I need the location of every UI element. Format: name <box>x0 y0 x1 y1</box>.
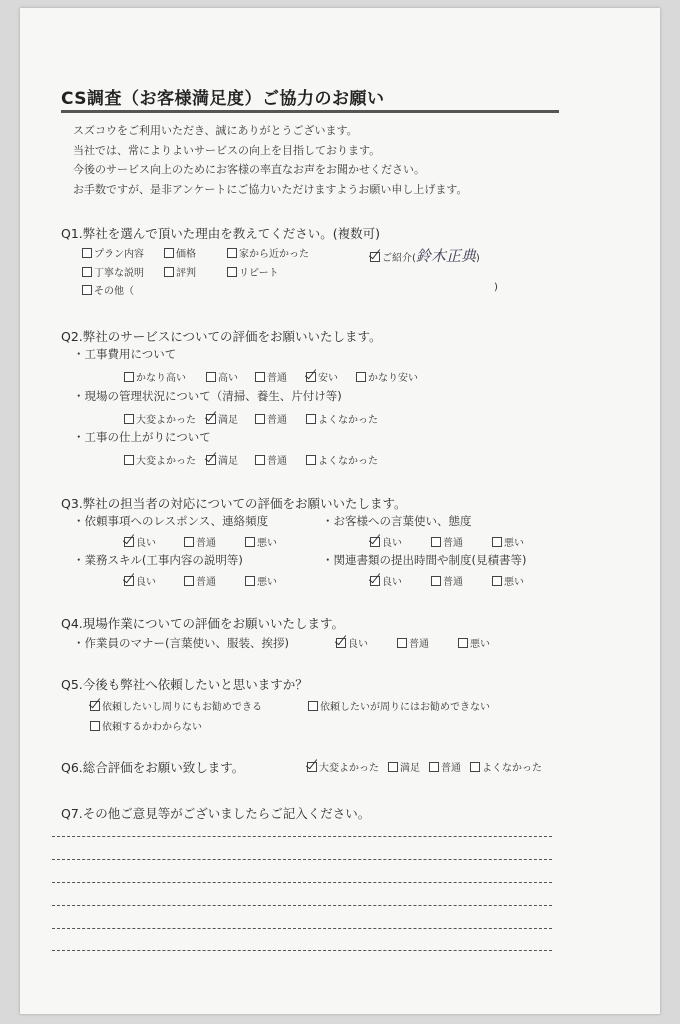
q2-cost-opt[interactable]: かなり高い <box>124 369 186 384</box>
comment-line[interactable] <box>52 950 552 951</box>
comment-line[interactable] <box>52 928 552 929</box>
q3-skill-opt[interactable]: 悪い <box>245 573 277 588</box>
q6-opt[interactable]: 普通 <box>429 759 461 774</box>
q4-opt[interactable]: 悪い <box>458 635 490 650</box>
checkbox[interactable] <box>164 267 174 277</box>
intro-line: お手数ですが、是非アンケートにご協力いただけますようお願い申し上げます。 <box>73 182 468 196</box>
q6-opt[interactable]: 満足 <box>388 759 420 774</box>
handwritten-referrer-name: 鈴木正典 <box>415 247 476 265</box>
q3-documents-opt[interactable]: 普通 <box>431 573 463 588</box>
checkbox-checked[interactable] <box>306 372 316 382</box>
q3-item-response: ・依頼事項へのレスポンス、連絡頻度 <box>73 514 269 528</box>
checkbox-checked[interactable] <box>307 762 317 772</box>
q2-finish-opt[interactable]: 普通 <box>255 452 287 467</box>
q1-option-price[interactable]: 価格 <box>164 245 196 260</box>
checkbox[interactable] <box>227 248 237 258</box>
checkbox-checked[interactable] <box>370 252 380 262</box>
q2-item-site: ・現場の管理状況について（清掃、養生、片付け等) <box>73 389 342 403</box>
q1-option-repeat[interactable]: リピート <box>227 264 279 279</box>
checkbox[interactable] <box>164 248 174 258</box>
checkbox-checked[interactable] <box>124 537 134 547</box>
comment-line[interactable] <box>52 859 552 860</box>
q4-opt[interactable]: 普通 <box>397 635 429 650</box>
intro-line: 今後のサービス向上のためにお客様の率直なお声をお聞かせください。 <box>73 163 425 176</box>
q2-cost-opt[interactable]: 高い <box>206 369 238 384</box>
checkbox-checked[interactable] <box>206 455 216 465</box>
q2-finish-opt[interactable]: 満足 <box>206 452 238 467</box>
q7-question: Q7.その他ご意見等がございましたらご記入ください。 <box>61 806 371 821</box>
q4-item-manner: ・作業員のマナー(言葉使い、服装、挨拶) <box>73 636 289 650</box>
q2-cost-opt[interactable]: 安い <box>306 369 338 384</box>
checkbox[interactable] <box>82 248 92 258</box>
checkbox-checked[interactable] <box>124 576 134 586</box>
q1-option-referral[interactable]: ご紹介(鈴木正典) <box>370 245 480 266</box>
title-underline <box>61 110 559 113</box>
q5-opt-unsure[interactable]: 依頼するかわからない <box>90 718 202 733</box>
comment-line[interactable] <box>52 882 552 883</box>
comment-line[interactable] <box>52 836 552 837</box>
q2-cost-opt[interactable]: かなり安い <box>356 369 418 384</box>
q3-item-skill: ・業務スキル(工事内容の説明等) <box>73 553 243 567</box>
q2-site-opt[interactable]: 満足 <box>206 411 238 426</box>
q3-item-documents: ・関連書類の提出時間や制度(見積書等) <box>322 553 527 567</box>
q6-question: Q6.総合評価をお願い致します。 <box>61 760 245 775</box>
intro-text <box>73 121 467 199</box>
checkbox-checked[interactable] <box>370 576 380 586</box>
q2-finish-opt[interactable]: よくなかった <box>306 452 378 467</box>
q3-manner-opt[interactable]: 普通 <box>431 534 463 549</box>
q3-documents-opt[interactable]: 悪い <box>492 573 524 588</box>
q1-question: Q1.弊社を選んで頂いた理由を教えてください。(複数可) <box>61 226 381 241</box>
survey-sheet <box>20 8 660 1014</box>
q2-site-opt[interactable]: 普通 <box>255 411 287 426</box>
intro-line: スズコウをご利用いただき、誠にありがとうございます。 <box>73 124 358 137</box>
q1-option-near[interactable]: 家から近かった <box>227 245 309 260</box>
comment-line[interactable] <box>52 905 552 906</box>
q2-item-cost: ・工事費用について <box>73 347 177 361</box>
checkbox-checked[interactable] <box>370 537 380 547</box>
q3-response-opt[interactable]: 普通 <box>184 534 216 549</box>
intro-line: 当社では、常によりよいサービスの向上を目指しております。 <box>73 143 381 157</box>
checkbox[interactable] <box>227 267 237 277</box>
q1-option-reputation[interactable]: 評判 <box>164 264 196 279</box>
q4-opt[interactable]: 良い <box>336 635 368 650</box>
q1-other-close: ) <box>494 282 498 293</box>
q3-item-manner: ・お客様への言葉使い、態度 <box>322 514 472 528</box>
q3-response-opt[interactable]: 良い <box>124 534 156 549</box>
q6-opt[interactable]: 大変よかった <box>307 759 379 774</box>
q4-question: Q4.現場作業についての評価をお願いいたします。 <box>61 616 345 631</box>
q1-option-explain[interactable]: 丁寧な説明 <box>82 264 144 279</box>
q6-opt[interactable]: よくなかった <box>470 759 542 774</box>
checkbox[interactable] <box>82 267 92 277</box>
q2-finish-opt[interactable]: 大変よかった <box>124 452 196 467</box>
q2-cost-opt[interactable]: 普通 <box>255 369 287 384</box>
q3-question: Q3.弊社の担当者の対応についての評価をお願いいたします。 <box>61 496 407 511</box>
q3-skill-opt[interactable]: 普通 <box>184 573 216 588</box>
checkbox-checked[interactable] <box>336 638 346 648</box>
q5-opt-recommend[interactable]: 依頼したいし周りにもお勧めできる <box>90 698 262 713</box>
checkbox-checked[interactable] <box>90 701 100 711</box>
q3-response-opt[interactable]: 悪い <box>245 534 277 549</box>
q3-skill-opt[interactable]: 良い <box>124 573 156 588</box>
q2-site-opt[interactable]: よくなかった <box>306 411 378 426</box>
q3-manner-opt[interactable]: 悪い <box>492 534 524 549</box>
q5-question: Q5.今後も弊社へ依頼したいと思いますか？ <box>61 677 308 692</box>
q5-opt-no-recommend[interactable]: 依頼したいが周りにはお勧めできない <box>308 698 490 713</box>
q2-question: Q2.弊社のサービスについての評価をお願いいたします。 <box>61 329 382 344</box>
q3-manner-opt[interactable]: 良い <box>370 534 402 549</box>
q1-option-other[interactable]: その他（ <box>82 282 134 297</box>
checkbox[interactable] <box>82 285 92 295</box>
q3-documents-opt[interactable]: 良い <box>370 573 402 588</box>
q2-item-finish: ・工事の仕上がりについて <box>73 430 211 444</box>
q1-option-plan[interactable]: プラン内容 <box>82 245 144 260</box>
checkbox-checked[interactable] <box>206 414 216 424</box>
q2-site-opt[interactable]: 大変よかった <box>124 411 196 426</box>
page-title: CS調査（お客様満足度）ご協力のお願い <box>61 89 385 109</box>
